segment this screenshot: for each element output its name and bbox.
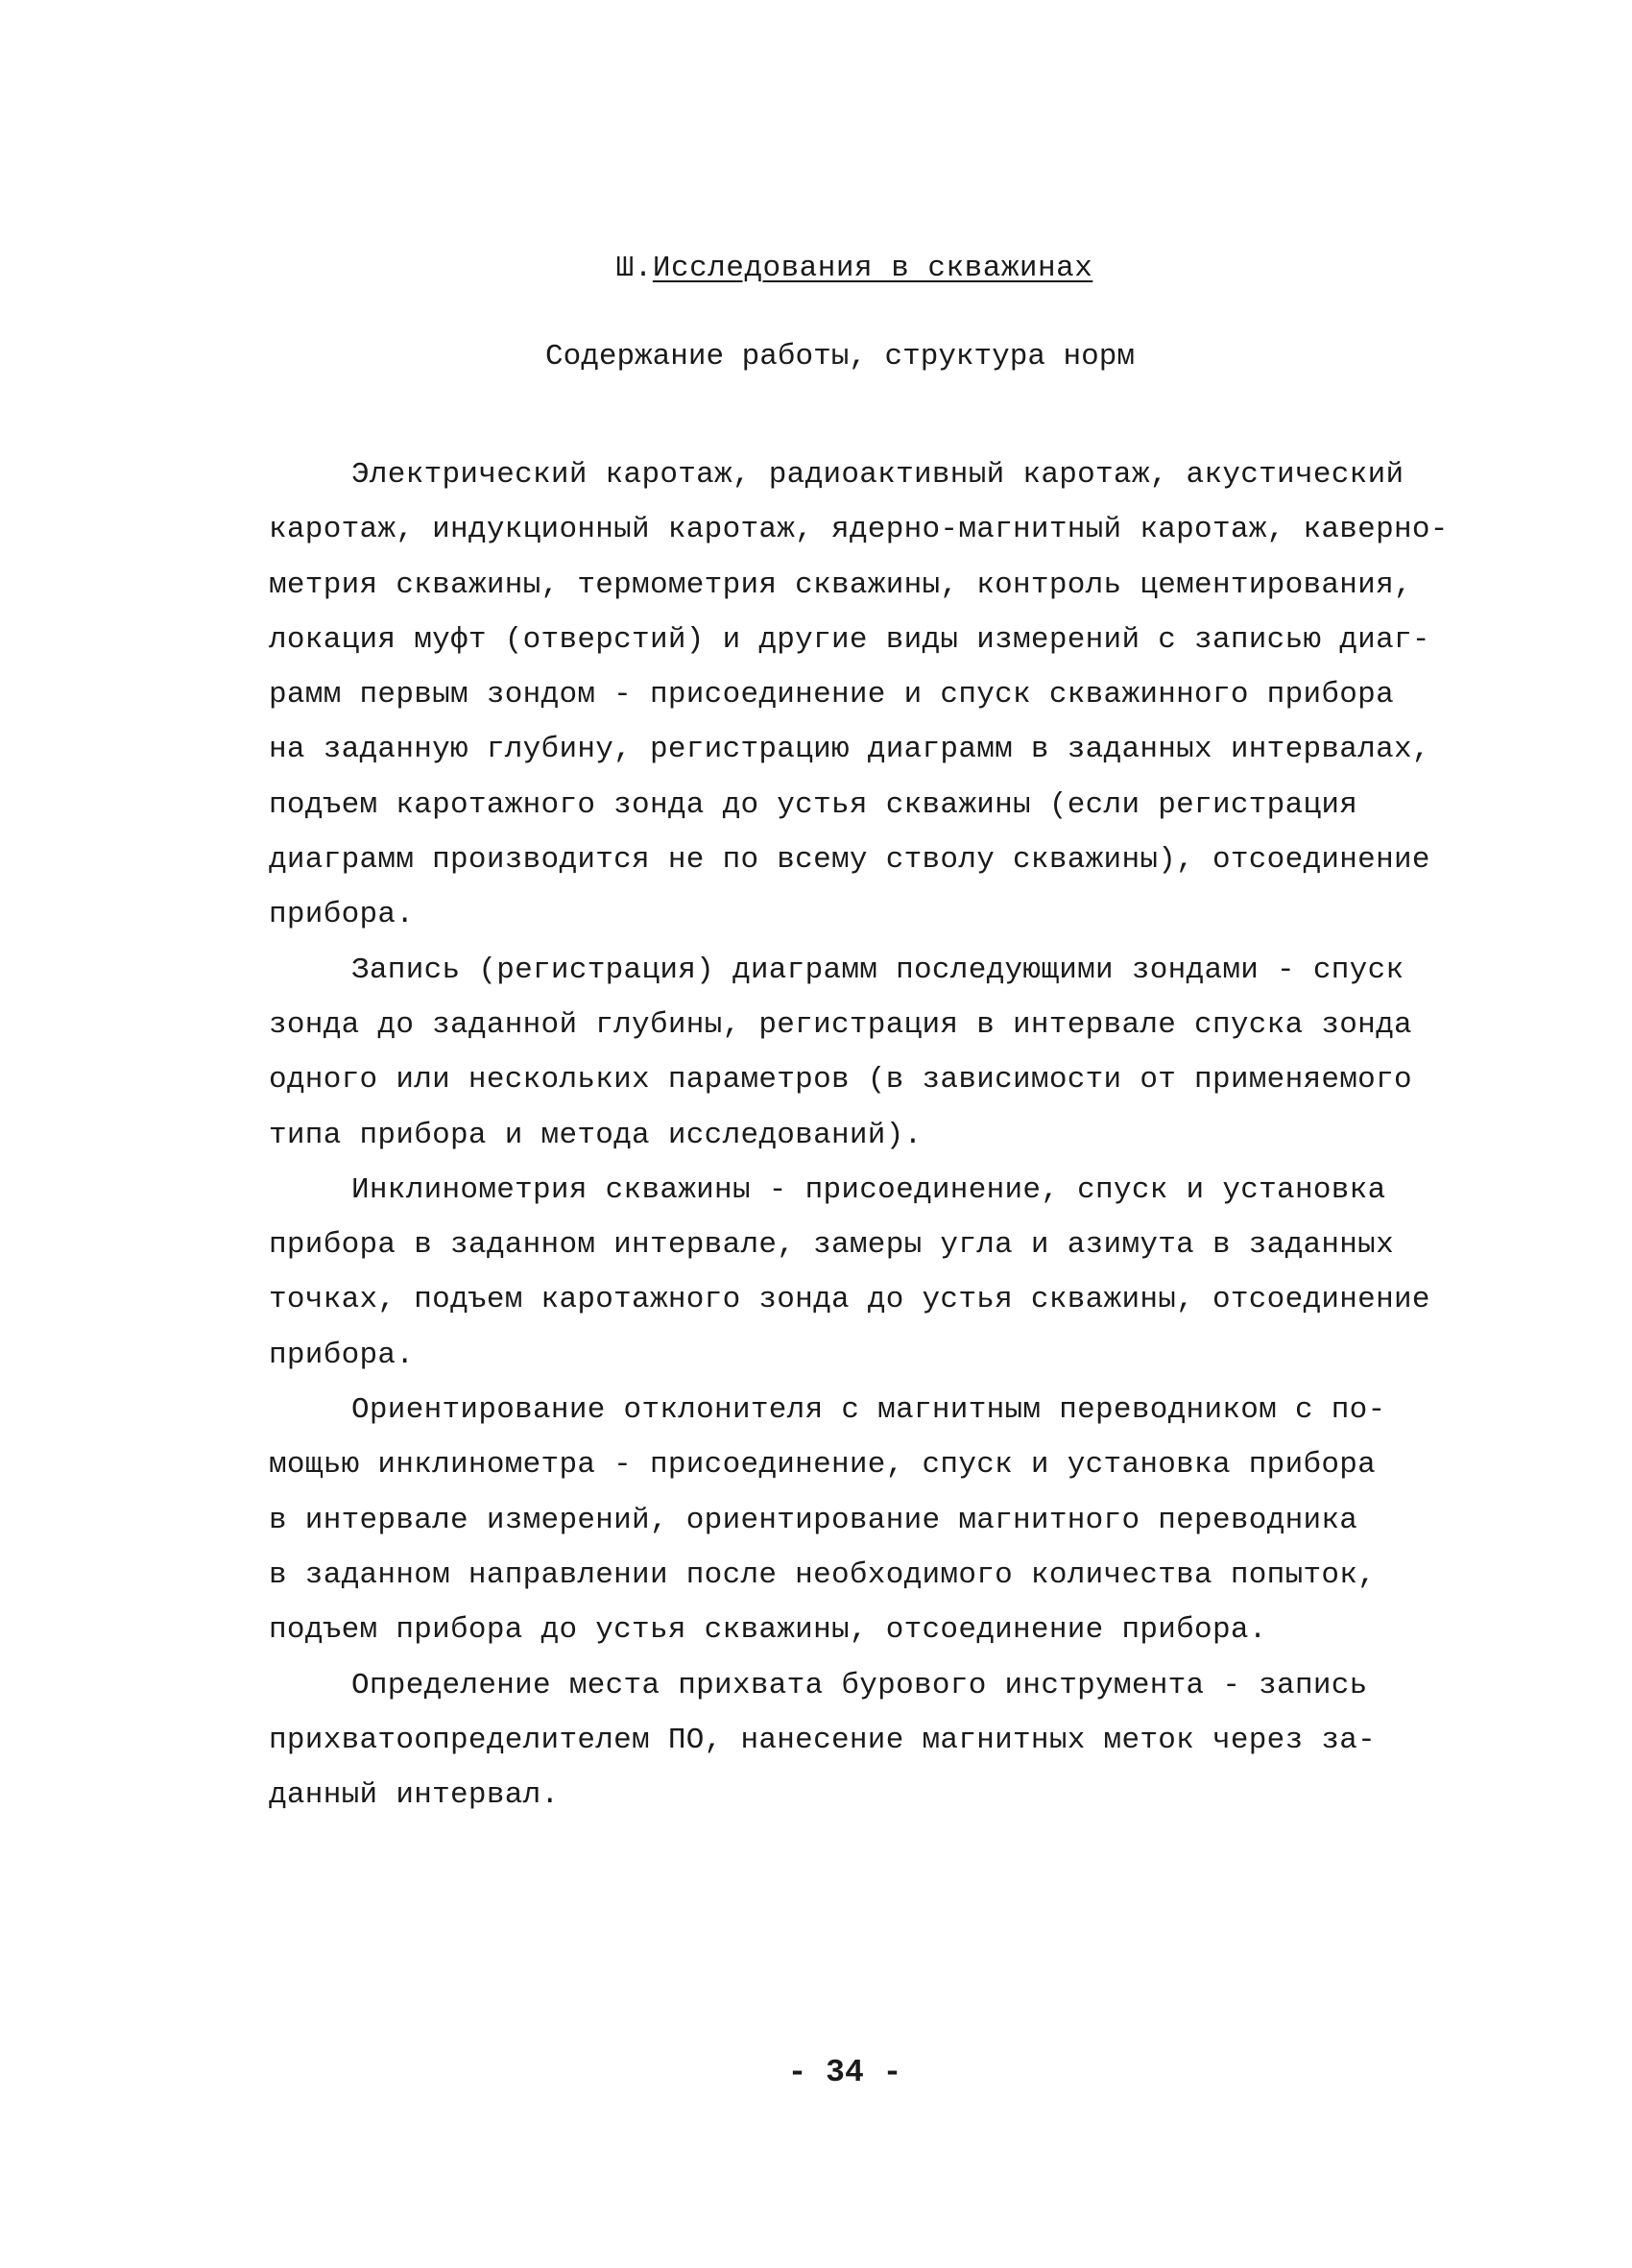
paragraph-line: мощью инклинометра - присоединение, спуск и установка прибора [269, 1448, 1377, 1483]
paragraph-line: зонда до заданной глубины, регистрация в интервале спуска зонда [269, 1007, 1412, 1042]
paragraph-inclinometry [269, 1163, 1430, 1383]
paragraph-line: данный интервал. [269, 1778, 560, 1813]
paragraph-line: прибора в заданном интервале, замеры угла и азимута в заданных [269, 1228, 1394, 1263]
subheading: Содержание работы, структура норм [545, 340, 1135, 374]
paragraph-line: прибора. [269, 1338, 415, 1372]
paragraph-line: Определение места прихвата бурового инструмента - запись [351, 1668, 1368, 1702]
paragraph-line: точках, подъем каротажного зонда до устья скважины, отсоединение [269, 1283, 1430, 1317]
paragraph-line: Запись (регистрация) диаграмм последующими зондами - спуск [351, 953, 1404, 987]
paragraph-line: каротаж, индукционный каротаж, ядерно-магнитный каротаж, каверно- [269, 513, 1449, 547]
paragraph-stuck-point [269, 1658, 1392, 1823]
paragraph-line: прибора. [269, 898, 415, 932]
paragraph-line: на заданную глубину, регистрацию диаграмм в заданных интервалах, [269, 733, 1430, 767]
section-heading [0, 252, 1632, 285]
paragraph-logging [269, 447, 1449, 943]
paragraph-line: локация муфт (отверстий) и другие виды измерений с записью диаг- [269, 622, 1430, 657]
paragraph-line: в интервале измерений, ориентирование магнитного переводника [269, 1503, 1358, 1537]
paragraph-line: метрия скважины, термометрия скважины, контроль цементирования, [269, 567, 1412, 602]
paragraph-line: Инклинометрия скважины - присоединение, спуск и установка [351, 1172, 1386, 1207]
section-numeral: Ш. [615, 252, 653, 285]
paragraph-line: Электрический каротаж, радиоактивный каротаж, акустический [351, 458, 1404, 492]
paragraph-line: подъем каротажного зонда до устья скважины (если регистрация [269, 787, 1358, 822]
paragraph-orientation [269, 1383, 1392, 1657]
section-title: Исследования в скважинах [652, 252, 1093, 285]
paragraph-line: одного или нескольких параметров (в зависимости от применяемого [269, 1063, 1412, 1098]
paragraph-recording [269, 943, 1412, 1163]
paragraph-line: рамм первым зондом - присоединение и спуск скважинного прибора [269, 678, 1394, 712]
body-text [269, 447, 1449, 1822]
paragraph-line: типа прибора и метода исследований). [269, 1118, 923, 1152]
page-number: - 34 - [787, 2055, 902, 2090]
paragraph-line: в заданном направлении после необходимого количества попыток, [269, 1557, 1377, 1592]
paragraph-line: диаграмм производится не по всему стволу скважины), отсоединение [269, 843, 1430, 878]
paragraph-line: подъем прибора до устья скважины, отсоединение прибора. [269, 1613, 1267, 1648]
paragraph-line: Ориентирование отклонителя с магнитным переводником с по- [351, 1393, 1386, 1428]
paragraph-line: прихватоопределителем ПО, нанесение магнитных меток через за- [269, 1723, 1377, 1757]
